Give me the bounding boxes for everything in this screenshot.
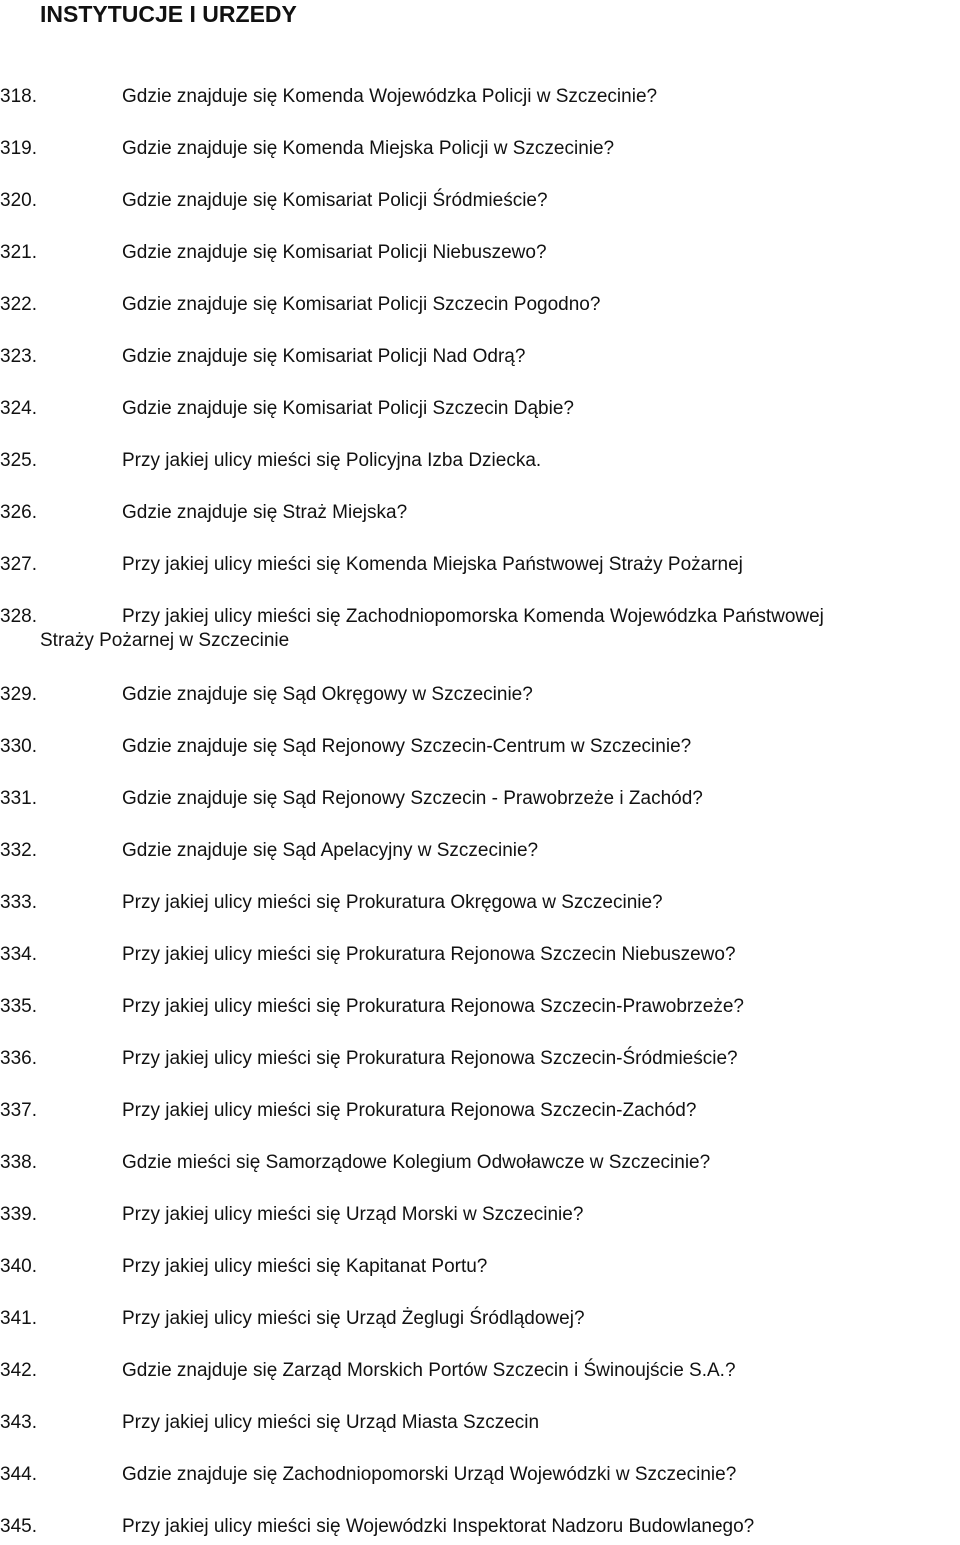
question-number: 345. <box>0 1516 37 1537</box>
question-text: Gdzie znajduje się Komisariat Policji Szczecin Dąbie? <box>122 398 574 419</box>
question-number: 322. <box>0 294 37 315</box>
question-text: Przy jakiej ulicy mieści się Komenda Miejska Państwowej Straży Pożarnej <box>122 554 743 575</box>
question-number: 326. <box>0 502 37 523</box>
page-title: INSTYTUCJE I URZEDY <box>40 1 297 27</box>
question-text: Gdzie znajduje się Straż Miejska? <box>122 502 408 523</box>
question-text: Przy jakiej ulicy mieści się Prokuratura Rejonowa Szczecin-Zachód? <box>122 1100 697 1121</box>
question-text: Przy jakiej ulicy mieści się Prokuratura Okręgowa w Szczecinie? <box>122 892 663 913</box>
question-number: 341. <box>0 1308 37 1329</box>
question-text: Przy jakiej ulicy mieści się Prokuratura Rejonowa Szczecin-Śródmieście? <box>122 1048 738 1069</box>
question-text: Gdzie znajduje się Komisariat Policji Nad Odrą? <box>122 346 526 367</box>
question-number: 337. <box>0 1100 37 1121</box>
question-number: 336. <box>0 1048 37 1069</box>
question-text: Gdzie znajduje się Komisariat Policji Śródmieście? <box>122 190 548 211</box>
question-text: Gdzie mieści się Samorządowe Kolegium Odwoławcze w Szczecinie? <box>122 1152 711 1173</box>
question-text: Gdzie znajduje się Komenda Wojewódzka Policji w Szczecinie? <box>122 86 658 107</box>
question-number: 319. <box>0 138 37 159</box>
question-number: 325. <box>0 450 37 471</box>
question-text: Przy jakiej ulicy mieści się Zachodniopomorska Komenda Wojewódzka Państwowej <box>122 606 824 627</box>
question-number: 331. <box>0 788 37 809</box>
question-number: 329. <box>0 684 37 705</box>
question-number: 339. <box>0 1204 37 1225</box>
question-number: 340. <box>0 1256 37 1277</box>
question-number: 333. <box>0 892 37 913</box>
question-text: Gdzie znajduje się Sąd Rejonowy Szczecin - Prawobrzeże i Zachód? <box>122 788 703 809</box>
question-number: 318. <box>0 86 37 107</box>
question-text: Przy jakiej ulicy mieści się Prokuratura Rejonowa Szczecin-Prawobrzeże? <box>122 996 744 1017</box>
question-text: Przy jakiej ulicy mieści się Urząd Miasta Szczecin <box>122 1412 540 1433</box>
question-number: 327. <box>0 554 37 575</box>
question-text: Przy jakiej ulicy mieści się Urząd Morski w Szczecinie? <box>122 1204 584 1225</box>
question-text: Gdzie znajduje się Komenda Miejska Policji w Szczecinie? <box>122 138 615 159</box>
question-number: 323. <box>0 346 37 367</box>
question-number: 324. <box>0 398 37 419</box>
question-number: 334. <box>0 944 37 965</box>
question-text: Przy jakiej ulicy mieści się Urząd Żeglugi Śródlądowej? <box>122 1308 585 1329</box>
question-text: Gdzie znajduje się Sąd Okręgowy w Szczecinie? <box>122 684 533 705</box>
question-text: Przy jakiej ulicy mieści się Policyjna Izba Dziecka. <box>122 450 542 471</box>
question-text: Gdzie znajduje się Zarząd Morskich Portów Szczecin i Świnoujście S.A.? <box>122 1360 736 1381</box>
question-number: 332. <box>0 840 37 861</box>
question-text: Gdzie znajduje się Komisariat Policji Szczecin Pogodno? <box>122 294 601 315</box>
question-number: 344. <box>0 1464 37 1485</box>
question-number: 335. <box>0 996 37 1017</box>
question-text: Przy jakiej ulicy mieści się Kapitanat Portu? <box>122 1256 488 1277</box>
question-number: 343. <box>0 1412 37 1433</box>
question-text: Gdzie znajduje się Zachodniopomorski Urząd Wojewódzki w Szczecinie? <box>122 1464 737 1485</box>
question-text: Gdzie znajduje się Sąd Rejonowy Szczecin-Centrum w Szczecinie? <box>122 736 692 757</box>
question-text: Gdzie znajduje się Komisariat Policji Niebuszewo? <box>122 242 547 263</box>
question-number: 338. <box>0 1152 37 1173</box>
question-number: 330. <box>0 736 37 757</box>
question-text-continuation: Straży Pożarnej w Szczecinie <box>40 630 290 651</box>
question-text: Gdzie znajduje się Sąd Apelacyjny w Szczecinie? <box>122 840 539 861</box>
question-text: Przy jakiej ulicy mieści się Wojewódzki Inspektorat Nadzoru Budowlanego? <box>122 1516 755 1537</box>
question-number: 342. <box>0 1360 37 1381</box>
question-number: 321. <box>0 242 37 263</box>
question-text: Przy jakiej ulicy mieści się Prokuratura Rejonowa Szczecin Niebuszewo? <box>122 944 736 965</box>
question-number: 320. <box>0 190 37 211</box>
question-number: 328. <box>0 606 37 627</box>
